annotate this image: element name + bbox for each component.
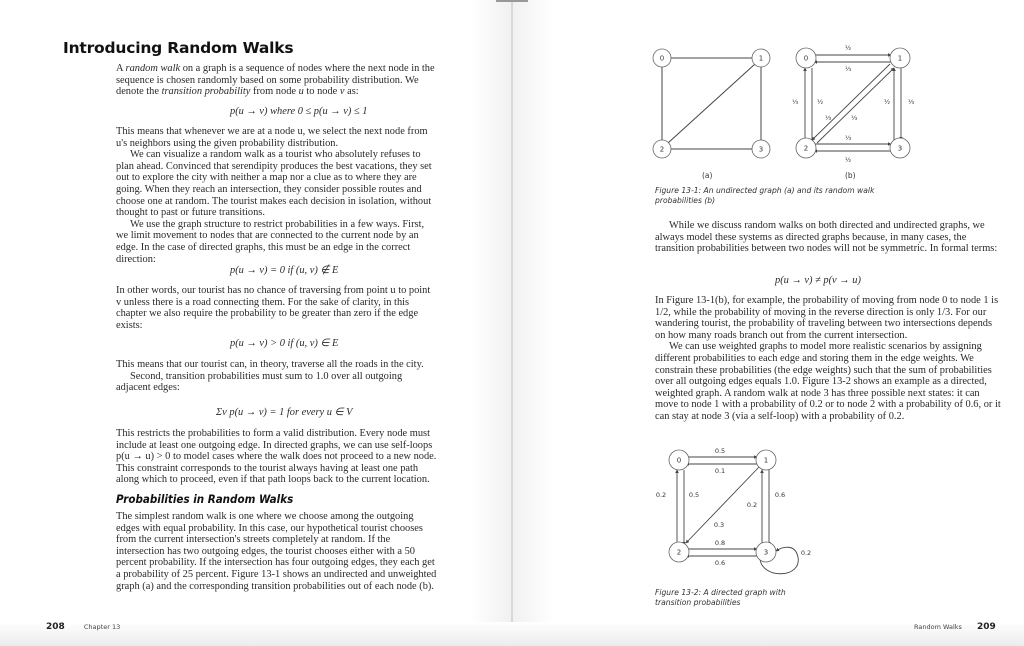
book-spine — [511, 0, 513, 646]
edge-3-2-prob: ½ — [844, 156, 852, 164]
node-2-label: 2 — [676, 548, 682, 557]
paragraph-body-3 — [116, 359, 438, 394]
edge-0-1-prob: ½ — [844, 44, 852, 52]
edge-2-0-weight: 0.2 — [655, 491, 667, 499]
edge-2-1-prob: ⅓ — [850, 114, 858, 122]
node-0-label: 0 — [676, 456, 682, 465]
text: as: — [344, 86, 359, 98]
term-transition-probability: transition probability — [161, 86, 251, 98]
node-1-label: 1 — [763, 456, 769, 465]
figure-13-1-caption: Figure 13-1: An undirected graph (a) and its random walk probabilities (b) — [655, 186, 875, 205]
edge-0-1-weight: 0.5 — [714, 447, 726, 455]
paragraph: This means that whenever we are at a node u, we select the next node from u's neighbors using the given probability distribution. — [116, 126, 428, 149]
figure-label-b: (b) — [845, 171, 856, 180]
edge-1-2-prob: ⅓ — [824, 114, 832, 122]
node-0-label: 0 — [659, 54, 665, 63]
edge-3-1-weight: 0.2 — [746, 501, 758, 509]
spine-top-mark — [496, 0, 528, 2]
term-random-walk: random walk — [125, 63, 181, 74]
node-0-label: 0 — [803, 54, 809, 63]
edge-2-3-prob: ⅓ — [844, 134, 852, 142]
paragraph-body-4 — [116, 428, 438, 486]
paragraph: We can visualize a random walk as a tourist who absolutely refuses to plan ahead. Convinced that serendipity produces the best vacations, they set out to explore the city with neither a map nor a clue as to where they are going. When they reach an intersection, they consider possible routes and choose one at random. The tourist makes each decision in isolation, without thought to past or future transitions. — [116, 149, 432, 219]
node-1-label: 1 — [897, 54, 903, 63]
edge-2-3-weight: 0.8 — [714, 539, 726, 547]
edge-3-2-weight: 0.6 — [714, 559, 726, 567]
edge-1-2-weight: 0.3 — [713, 521, 725, 529]
paragraph: In Figure 13-1(b), for example, the probability of moving from node 0 to node 1 is 1/2, while the probability of moving in the reverse direction is only 1/3. For our wandering tourist, the probability of traveling between two intersections depends on how many roads branch out from the current intersection. — [655, 295, 999, 341]
node-1-label: 1 — [758, 54, 764, 63]
paragraph-right-2 — [655, 295, 1005, 423]
node-2-label: 2 — [803, 144, 809, 153]
figure-13-2-graph — [652, 447, 822, 587]
figure-13-2-caption: Figure 13-2: A directed graph with transition probabilities — [655, 588, 786, 607]
section-title: Introducing Random Walks — [63, 39, 294, 57]
left-footer — [46, 614, 120, 633]
equation-right-1: p(u → v) ≠ p(v → u) — [775, 275, 861, 286]
paragraph-intro — [116, 63, 438, 98]
page-number: 209 — [977, 622, 996, 632]
node-3-label: 3 — [763, 548, 769, 557]
node-3-label: 3 — [758, 145, 764, 154]
running-head: Random Walks — [914, 623, 962, 631]
edge-2-0-prob: ⅓ — [791, 98, 799, 106]
edge-1-0-prob: ⅓ — [844, 65, 852, 73]
paragraph-right-1 — [655, 220, 1005, 255]
text: from node — [250, 86, 299, 98]
paragraph: The simplest random walk is one where we choose among the outgoing edges with equal probability. In this case, our hypothetical tourist chooses from the current intersection's streets completely at random. If the intersection has two outgoing edges, the tourist chooses either with a 50 percent probability. If the intersection has four outgoing edges, they each get a probability of 25 percent. Figure 13-1 shows an undirected and unweighted graph (a) and the corresponding transition probabilities out of each node (b). — [116, 511, 437, 592]
node-3-label: 3 — [897, 144, 903, 153]
page-number: 208 — [46, 622, 65, 632]
edge-1-3-prob: ⅓ — [907, 98, 915, 106]
paragraph: In other words, our tourist has no chance of traversing from point u to point v unless there is a road connecting them. For the sake of clarity, in this chapter we also require the probability to be greater than zero if the edge exists: — [116, 285, 431, 331]
figure-13-1a-graph — [648, 47, 788, 167]
edge-1-0-weight: 0.1 — [714, 467, 726, 475]
edge-0-2-prob: ½ — [816, 98, 824, 106]
paragraph: We use the graph structure to restrict probabilities in a few ways. First, we limit movement to nodes that are connected to the current node by an edge. In the case of directed graphs, this must be an edge in the correct direction: — [116, 218, 425, 265]
paragraph: Second, transition probabilities must sum to 1.0 over all outgoing adjacent edges: — [116, 370, 403, 394]
paragraph: This means that our tourist can, in theory, traverse all the roads in the city. — [116, 359, 424, 370]
var-v: v — [339, 86, 345, 98]
equation-3: p(u → v) > 0 if (u, v) ∈ E — [230, 338, 339, 349]
var-u: u — [298, 86, 304, 98]
paragraph-body-2 — [116, 285, 438, 331]
equation-4: Σv p(u → v) = 1 for every u ∈ V — [216, 407, 353, 418]
figure-label-a: (a) — [702, 171, 713, 180]
page-bottom-shadow — [0, 622, 1024, 646]
equation-2: p(u → v) = 0 if (u, v) ∉ E — [230, 265, 339, 276]
edge-0-2-weight: 0.5 — [688, 491, 700, 499]
paragraph: This restricts the probabilities to form a valid distribution. Every node must include at least one outgoing edge. In directed graphs, we can use self-loops p(u → u) > 0 to model cases where the walk does not proceed to a new node. This constraint corresponds to the tourist always having at least one path along which to proceed, even if that path loops back to the current location. — [116, 428, 437, 486]
equation-1: p(u → v) where 0 ≤ p(u → v) ≤ 1 — [230, 106, 368, 117]
self-loop-3-weight: 0.2 — [800, 549, 812, 557]
node-2-label: 2 — [659, 145, 665, 154]
paragraph-body-5 — [116, 511, 438, 592]
edge-3-1-prob: ½ — [883, 98, 891, 106]
text: on a graph is a sequence of nodes where the next node in the sequence is chosen randomly based on some probability distribution. We denote the — [116, 63, 435, 98]
running-head: Chapter 13 — [83, 623, 121, 631]
subsection-title: Probabilities in Random Walks — [116, 492, 294, 506]
right-footer — [914, 614, 996, 633]
text: to node — [303, 86, 340, 98]
figure-13-1b-graph — [790, 40, 920, 170]
text: A — [116, 63, 126, 74]
paragraph: While we discuss random walks on both directed and undirected graphs, we always model these systems as directed graphs because, in many cases, the transition probabilities between two nodes will not be symmetric. In formal terms: — [655, 220, 998, 255]
edge-1-3-weight: 0.6 — [774, 491, 786, 499]
paragraph-body-1 — [116, 126, 438, 265]
paragraph: We can use weighted graphs to model more realistic scenarios by assigning different probabilities to each edge and storing them in the edge weights. We constrain these probabilities (the edge weights) such that the sum of probabilities over all outgoing edges equals 1.0. Figure 13-2 shows an example as a directed, weighted graph. A random walk at node 3 has three possible next states: it can move to node 1 with a probability of 0.2 or to node 2 with a probability of 0.6, or it can stay at node 3 (via a self-loop) with a probability of 0.2. — [655, 341, 1001, 422]
